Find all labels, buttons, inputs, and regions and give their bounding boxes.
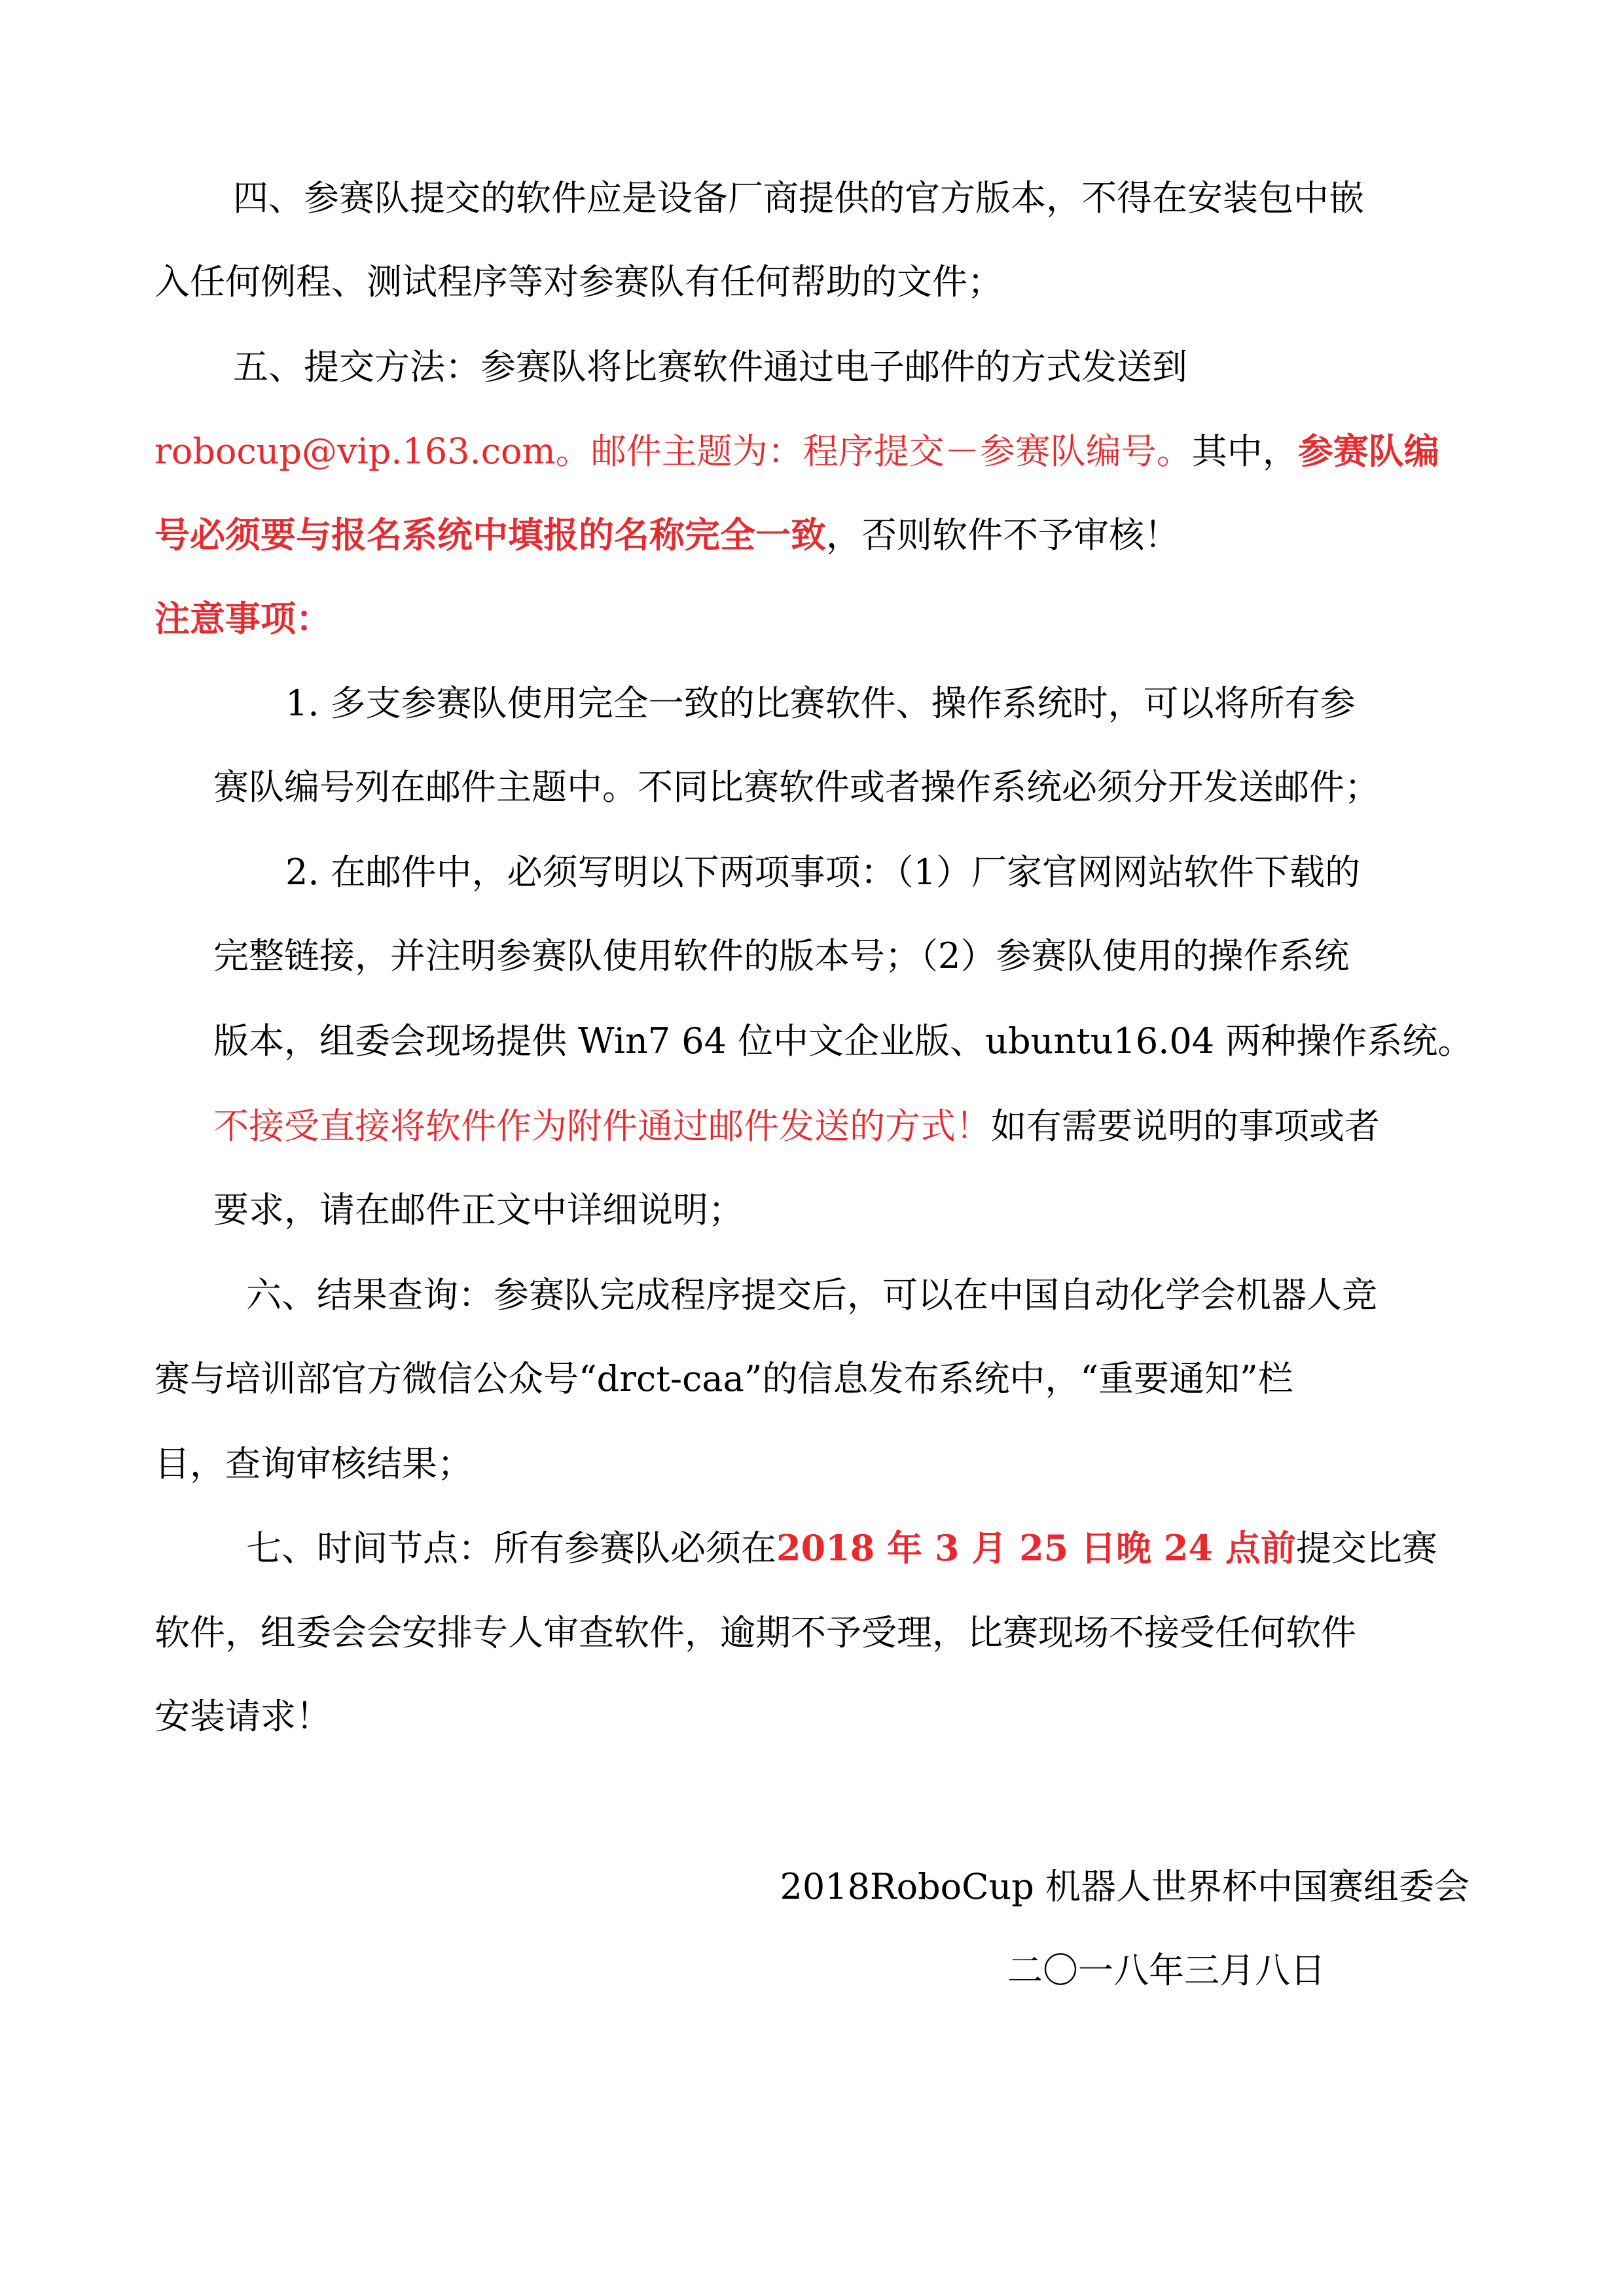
submission-email: robocup@vip.163.com	[154, 431, 556, 472]
section4-line2: 入任何例程、测试程序等对参赛队有任何帮助的文件；	[154, 261, 1003, 302]
section5-mid-text: 其中，	[1191, 431, 1298, 472]
section4-line1: 四、参赛队提交的软件应是设备厂商提供的官方版本，不得在安装包中嵌	[233, 177, 1364, 219]
section5-tail-text: ，否则软件不予审核！	[826, 514, 1180, 556]
section7-line1-prefix: 七、时间节点：所有参赛队必须在	[246, 1528, 776, 1569]
note2-line4	[213, 1105, 1380, 1147]
note2-line5: 要求，请在邮件正文中详细说明；	[213, 1189, 744, 1230]
notes-heading: 注意事项：	[154, 598, 331, 639]
document-date: 二〇一八年三月八日	[1007, 1950, 1326, 1991]
section7-line1-suffix: 提交比赛	[1295, 1528, 1437, 1569]
submission-deadline: 2018 年 3 月 25 日晚 24 点前	[776, 1527, 1296, 1569]
section7-line2: 软件，组委会会安排专人审查软件，逾期不予受理，比赛现场不接受任何软件	[154, 1612, 1356, 1653]
attachment-warning: 不接受直接将软件作为附件通过邮件发送的方式！	[213, 1105, 991, 1147]
section5-line2	[154, 430, 1439, 472]
section6-line1: 六、结果查询：参赛队完成程序提交后，可以在中国自动化学会机器人竞	[246, 1274, 1377, 1316]
team-id-warning-part1: 参赛队编	[1297, 430, 1439, 472]
section7-line1	[246, 1527, 1437, 1569]
note2-line4-tail: 如有需要说明的事项或者	[991, 1105, 1380, 1147]
organizer-signature: 2018RoboCup 机器人世界杯中国赛组委会	[780, 1866, 1470, 1907]
section5-line1: 五、提交方法：参赛队将比赛软件通过电子邮件的方式发送到	[233, 346, 1187, 387]
email-subject-format: 。邮件主题为：程序提交－参赛队编号。	[555, 431, 1192, 472]
note2-line2: 完整链接，并注明参赛队使用软件的版本号；（2）参赛队使用的操作系统	[213, 935, 1350, 977]
note1-line1: 1. 多支参赛队使用完全一致的比赛软件、操作系统时，可以将所有参	[285, 683, 1356, 724]
section6-line3: 目，查询审核结果；	[154, 1443, 473, 1484]
note1-line2: 赛队编号列在邮件主题中。不同比赛软件或者操作系统必须分开发送邮件；	[213, 766, 1380, 808]
note2-line3: 版本，组委会现场提供 Win7 64 位中文企业版、ubuntu16.04 两种操作系统。	[213, 1020, 1473, 1062]
section5-line3	[154, 514, 1180, 556]
team-id-warning-part2: 号必须要与报名系统中填报的名称完全一致	[154, 514, 826, 556]
section7-line3: 安装请求！	[154, 1696, 331, 1737]
section6-line2: 赛与培训部官方微信公众号“drct-caa”的信息发布系统中，“重要通知”栏	[154, 1358, 1293, 1399]
note2-line1: 2. 在邮件中，必须写明以下两项事项：（1）厂家官网网站软件下载的	[285, 852, 1361, 893]
